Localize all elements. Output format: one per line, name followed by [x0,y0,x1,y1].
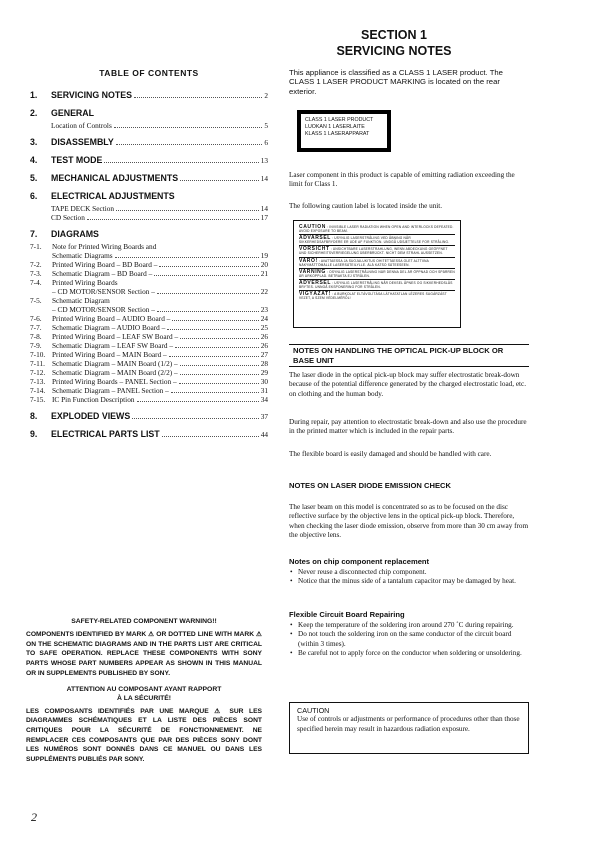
toc-entry-title: GENERAL [51,108,95,118]
class1-laser-label-inner [301,114,387,148]
toc-entry-title: ELECTRICAL ADJUSTMENTS [51,191,175,201]
toc-section [30,191,268,222]
toc-subentry-page: 17 [260,213,268,222]
toc-subentry-page: 24 [260,314,268,323]
toc-subentry-page: 26 [260,332,268,341]
toc-subentry[interactable] [30,260,268,269]
optical-paragraph-1: The laser diode in the optical pick-up block may suffer electrostatic break-down because of the potential difference generated by the charged electrostatic load, etc. on clothing and the human body. [289,371,527,398]
toc-subentry-number: 7-8. [30,332,42,341]
toc-list [30,90,268,440]
toc-subentry[interactable] [51,121,268,130]
toc-entry-page: 6 [264,138,268,147]
toc-leader-dots [162,436,259,437]
toc-subentry-page: 30 [260,377,268,386]
toc-subentry-page: 29 [260,368,268,377]
toc-subentry-page: 28 [260,359,268,368]
safety-warning [26,617,262,765]
caution-label-key: ADVARSEL [299,235,331,242]
toc-subentry-title: TAPE DECK Section [51,204,115,213]
caution-label-text: : UNSICHTBARE LASERSTRAHLUNG, WENN ABDECKUNG GEÖFFNET UND SICHERHEITSVERRIEGELUNG ÜBERBRÜCKT. NICHT DEM STRAHL AUSSETZEN. [299,247,448,256]
caution-label-text: : INVISIBLE LASER RADIATION WHEN OPEN AND INTERLOCKS DEFEATED. AVOID EXPOSURE TO BEAM. [299,225,454,234]
table-of-contents [30,68,268,447]
page-number: 2 [31,810,37,824]
toc-entry-title: DIAGRAMS [51,229,99,239]
toc-subentry[interactable] [30,341,268,350]
caution-label-key: VORSICHT [299,246,330,253]
toc-entry[interactable] [30,173,268,184]
toc-subentry[interactable] [30,278,268,287]
toc-entry-page: 44 [260,430,268,439]
caution-label-row [299,259,455,267]
toc-entry-number: 1. [30,90,38,100]
optical-paragraph-3: The flexible board is easily damaged and should be handled with care. [289,450,492,458]
laser-label-line: LUOKAN 1 LASERLAITE [305,124,365,130]
toc-subentry-page: 23 [260,305,268,314]
toc-leader-dots [115,257,259,258]
toc-leader-dots [157,293,259,294]
toc-subentry-title: – CD MOTOR/SENSOR Section – [52,287,155,296]
toc-entry-title: EXPLODED VIEWS [51,411,131,421]
caution-label-rows [299,225,455,300]
toc-subentry[interactable] [30,386,268,395]
toc-subentry-title: Note for Printed Wiring Boards and [52,242,157,251]
flex-board-list [289,621,529,658]
toc-entry[interactable] [30,108,268,119]
toc-section [30,173,268,184]
toc-subentry-page: 21 [260,269,268,278]
toc-subentry[interactable] [30,350,268,359]
caution-label-text: : A BURKOLAT ELTÁVOLÍTÁSA LÁTHATATLAN LÉZERES SUGÁRZÁST VEZET, A SZEM VÉDELMÉRŐL! [299,292,447,301]
toc-subentry-number: 7-13. [30,377,46,386]
laser-check-body: The laser beam on this model is concentrated so as to be focused on the disc reflective surface by the objective lens in the optical pick-up block. Therefore, when checking the laser diode emission, observe from more than 30 cm away from the objective lens. [289,503,529,539]
toc-entry[interactable] [30,191,268,202]
toc-entry[interactable] [30,90,268,101]
toc-leader-dots [171,392,259,393]
caution-label-row [299,247,455,255]
laser-class-intro: This appliance is classified as a CLASS 1 LASER product. The CLASS 1 LASER PRODUCT MARKING is located on the rear exterior. [289,68,503,96]
class1-laser-label [297,110,391,152]
list-item: • Never reuse a disconnected chip component. [289,568,529,577]
caution-label [293,220,461,328]
toc-subentry-title: Printed Wiring Board – LEAF SW Board – [52,332,179,341]
toc-leader-dots [134,97,262,98]
toc-subentry-page: 14 [260,204,268,213]
toc-subentry-title: Schematic Diagram – AUDIO Board – [52,323,166,332]
toc-subentry-number: 7-5. [30,296,42,305]
list-item: • Notice that the minus side of a tantalum capacitor may be damaged by heat. [289,577,529,586]
caution-box-title: CAUTION [297,706,330,715]
toc-section [30,137,268,148]
toc-entry[interactable] [30,429,268,440]
toc-entry-number: 8. [30,411,38,421]
toc-leader-dots [179,383,259,384]
toc-subentry-number: 7-4. [30,278,42,287]
toc-entry-number: 3. [30,137,38,147]
toc-entry-page: 13 [260,156,268,165]
toc-leader-dots [159,266,258,267]
toc-entry-number: 2. [30,108,38,118]
toc-section [30,90,268,101]
warning-title-fr-1: ATTENTION AU COMPOSANT AYANT RAPPORT [66,685,222,693]
toc-entry[interactable] [30,155,268,166]
laser-label-line: CLASS 1 LASER PRODUCT [305,117,374,123]
toc-entry-title: DISASSEMBLY [51,137,114,147]
toc-leader-dots [172,320,258,321]
laser-check-heading: NOTES ON LASER DIODE EMISSION CHECK [289,481,452,490]
toc-leader-dots [157,311,259,312]
toc-subentry[interactable] [30,368,268,377]
toc-title: TABLE OF CONTENTS [99,68,199,78]
toc-subentry-title: – CD MOTOR/SENSOR Section – [52,305,155,314]
toc-subentry[interactable] [30,323,268,332]
toc-leader-dots [114,127,263,128]
caution-label-row [299,270,455,278]
caution-label-text: : USYNLIG LASERSTRÅLING NÅR DEKSEL ÅPNES OG SIKKERHEDSLÅS BRYTES. UNNGÅ EKSPONERING FOR STRÅLEN. [299,280,453,290]
caution-label-key: VARNING [299,268,326,275]
caution-label-text: : AVATTAESSA JA SUOJALUKITUS OHITETTAESSA OLET ALTTIINA NÄKYMÄTTÖMÄLLE LASERSÄTEILYLLE. ÄLÄ KATSO SÄTEESEEN. [299,258,429,267]
toc-subentry[interactable] [30,359,268,368]
toc-section [30,108,268,130]
toc-entry-page: 2 [264,91,268,100]
toc-subentry-title: Schematic Diagram – MAIN Board (2/2) – [52,368,178,377]
toc-subentry[interactable] [30,377,268,386]
optical-pickup-heading: NOTES ON HANDLING THE OPTICAL PICK-UP BLOCK OR BASE UNIT [289,344,529,367]
toc-entry-page: 37 [260,412,268,421]
toc-leader-dots [87,219,259,220]
toc-subentry-title: Schematic Diagram – BD Board – [52,269,153,278]
toc-leader-dots [154,275,258,276]
caution-label-intro: The following caution label is located inside the unit. [289,202,443,210]
toc-entry-title: MECHANICAL ADJUSTMENTS [51,173,179,183]
caution-label-key: ADVERSEL [299,279,332,286]
toc-section [30,229,268,404]
toc-entry-title: ELECTRICAL PARTS LIST [51,429,160,439]
toc-leader-dots [104,162,258,163]
toc-subentry-page: 5 [264,121,268,130]
toc-subentry[interactable] [30,314,268,323]
toc-entry-title: TEST MODE [51,155,103,165]
toc-subentry-number: 7-1. [30,242,42,251]
toc-subentry-number: 7-10. [30,350,46,359]
toc-subentry-title: Printed Wiring Board – MAIN Board – [52,350,167,359]
chip-replacement-heading: Notes on chip component replacement [289,557,430,566]
toc-leader-dots [169,356,259,357]
chip-replacement-list [289,568,529,587]
toc-entry-number: 9. [30,429,38,439]
toc-entry-title: SERVICING NOTES [51,90,132,100]
toc-subentry-title: Schematic Diagram – PANEL Section – [52,386,169,395]
list-item: • Be careful not to apply force on the conductor when soldering or unsoldering. [289,649,529,658]
toc-subentry-title: CD Section [51,213,85,222]
toc-leader-dots [137,401,259,402]
caution-label-row [299,236,455,244]
toc-subentry-number: 7-12. [30,368,46,377]
warning-title-fr-2: À LA SÉCURITÉ! [116,694,172,702]
caution-label-text: : OSYNLIG LASERSTRÅLNING NÄR DENNA DEL ÄR ÖPPNAD OCH SPÄRREN ÄR URKOPPLAD. BETRAKTA EJ STRÅLEN. [299,269,455,278]
toc-leader-dots [175,347,259,348]
toc-leader-dots [180,338,259,339]
toc-subentry-number: 7-11. [30,359,45,368]
toc-subentry-number: 7-9. [30,341,42,350]
toc-subentry-number: 7-7. [30,323,42,332]
toc-subentry-page: 34 [260,395,268,404]
warning-body-fr: LES COMPOSANTS IDENTIFIÉS PAR UNE MARQUE ⚠ SUR LES DIAGRAMMES SCHÉMATIQUES ET LA LISTE DES PIÈCES SONT CRITIQUES POUR LA SÉCURITÉ DE FONCTIONNEMENT. NE REMPLACER CES COMPOSANTS QUE PAR DES PIÈCES SONY DONT LES NUMÉROS SONT DONNÉS DANS CE MANUEL OU DANS LES SUPPLÉMENTS PUBLIÉS PAR SONY. [26,707,262,764]
toc-subentry[interactable] [30,287,268,296]
section-number: SECTION 1 [361,28,427,42]
toc-section [30,155,268,166]
toc-subentry-page: 27 [260,350,268,359]
toc-subentry-number: 7-15. [30,395,46,404]
toc-subentry[interactable] [30,395,268,404]
toc-subentry-title: Schematic Diagrams [52,251,113,260]
list-item: • Keep the temperature of the soldering iron around 270 ˚C during repairing. [289,621,529,630]
list-item: • Do not touch the soldering iron on the same conductor of the circuit board (within 3 times). [289,630,529,649]
toc-entry[interactable] [30,137,268,148]
toc-subentry[interactable] [51,213,268,222]
toc-entry[interactable] [30,229,268,240]
toc-subentry-page: 19 [260,251,268,260]
toc-subentry-title: Printed Wiring Boards – PANEL Section – [52,377,177,386]
toc-subentry-title: Schematic Diagram – MAIN Board (1/2) – [52,359,178,368]
laser-label-line: KLASS 1 LASERAPPARAT [305,131,370,137]
toc-subentry-number: 7-6. [30,314,42,323]
toc-subentry-title: Schematic Diagram [52,296,110,305]
caution-label-row [299,225,455,233]
toc-leader-dots [116,144,263,145]
caution-label-row [299,281,455,289]
toc-entry-page: 14 [260,174,268,183]
flex-board-heading: Flexible Circuit Board Repairing [289,610,405,619]
toc-entry-number: 5. [30,173,38,183]
toc-leader-dots [180,374,259,375]
toc-entry-number: 4. [30,155,38,165]
toc-subentry[interactable] [51,204,268,213]
toc-subentry-title: Schematic Diagram – LEAF SW Board – [52,341,174,350]
toc-leader-dots [180,180,259,181]
toc-subentry-page: 26 [260,341,268,350]
toc-leader-dots [116,210,259,211]
toc-entry-number: 7. [30,229,38,239]
laser-component-text: Laser component in this product is capable of emitting radiation exceeding the limit for Class 1. [289,171,515,189]
toc-subentry[interactable] [30,332,268,341]
toc-leader-dots [167,329,258,330]
caution-box [289,702,529,754]
toc-subentry-title: Location of Controls [51,121,112,130]
toc-subentry-title: Printed Wiring Board – BD Board – [52,260,158,269]
toc-subentry-number: 7-2. [30,260,42,269]
caution-label-text: : USYNLIG LASERSTRÅLING VED ÅBNING NÅR SIKKERHEDSAFBRYDERE ER UDE AF FUNKTION. UNDGÅ UDSÆTTELSE FOR STRÅLING. [299,236,450,245]
caution-label-key: VIGYÁZAT! [299,291,331,298]
toc-subentry-title: Printed Wiring Board – AUDIO Board – [52,314,171,323]
toc-leader-dots [180,365,259,366]
toc-subentry-page: 20 [260,260,268,269]
warning-body-en: COMPONENTS IDENTIFIED BY MARK ⚠ OR DOTTED LINE WITH MARK ⚠ ON THE SCHEMATIC DIAGRAMS AND IN THE PARTS LIST ARE CRITICAL TO SAFE OPERATION. REPLACE THESE COMPONENTS WITH SONY PARTS WHOSE PART NUMBERS APPEAR AS SHOWN IN THIS MANUAL OR IN SUPPLEMENTS PUBLISHED BY SONY. [26,631,262,677]
toc-subentry-number: 7-3. [30,269,42,278]
caution-box-text: Use of controls or adjustments or performance of procedures other than those specified herein may result in hazardous radiation exposure. [297,715,520,733]
toc-leader-dots [132,418,259,419]
warning-title-en: SAFETY-RELATED COMPONENT WARNING!! [71,618,217,625]
toc-section [30,411,268,422]
toc-subentry[interactable] [30,242,268,251]
toc-subentry-number: 7-14. [30,386,46,395]
toc-subentry[interactable] [30,305,268,314]
toc-subentry-title: IC Pin Function Description [52,395,135,404]
caution-label-key: VARO! [299,257,318,264]
toc-subentry[interactable] [30,269,268,278]
caution-label-divider [299,257,455,258]
toc-subentry-page: 31 [260,386,268,395]
caution-label-key: CAUTION [299,224,326,230]
section-title: SERVICING NOTES [336,44,452,58]
toc-subentry-page: 25 [260,323,268,332]
optical-paragraph-2: During repair, pay attention to electrostatic break-down and also use the procedure in the printed matter which is included in the repair parts. [289,418,527,436]
toc-entry-number: 6. [30,191,38,201]
toc-subentry-page: 22 [260,287,268,296]
toc-subentry[interactable] [30,296,268,305]
caution-label-row [299,292,455,300]
toc-entry[interactable] [30,411,268,422]
toc-section [30,429,268,440]
toc-subentry[interactable] [30,251,268,260]
toc-subentry-title: Printed Wiring Boards [52,278,118,287]
